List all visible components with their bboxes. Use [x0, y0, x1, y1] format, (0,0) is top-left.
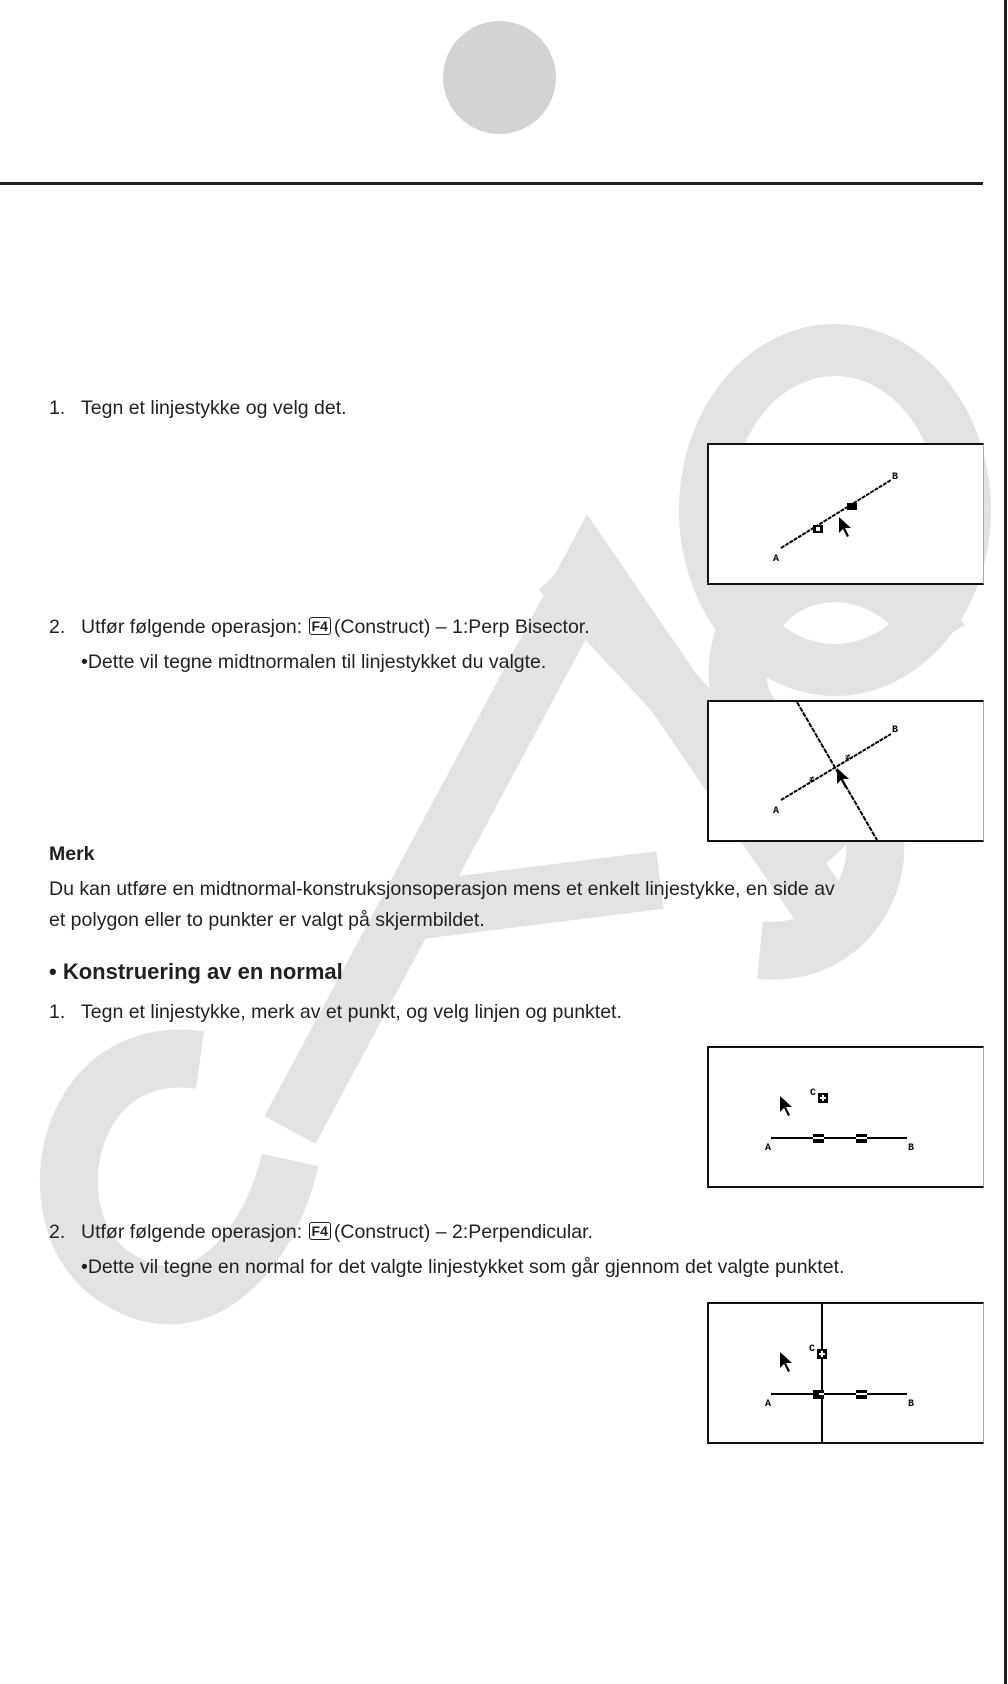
point-label-c: C: [809, 1344, 816, 1355]
calculator-screen-3: [707, 1046, 984, 1188]
step-number: 1.: [49, 1001, 66, 1023]
bullet: •: [81, 651, 88, 673]
calculator-screen-4: [707, 1302, 984, 1444]
screen-2-drawing: [709, 702, 983, 840]
note-text-line-1: Du kan utføre en midtnormal-konstruksjonsoperasjon mens et enkelt linjestykke, en side av: [49, 878, 835, 900]
cursor-arrow-icon: [837, 768, 849, 788]
note-heading: Merk: [49, 843, 95, 865]
point-label-a: A: [765, 1399, 772, 1410]
step-number: 2.: [49, 1221, 66, 1243]
f4-key: F4: [309, 617, 331, 635]
screen-1-drawing: [709, 445, 983, 583]
point-label-b: B: [908, 1399, 915, 1410]
step-2-normal: [49, 1220, 593, 1244]
point-label-b: B: [892, 725, 899, 736]
step-2-normal-note: [49, 1255, 844, 1279]
step-text: Tegn et linjestykke, merk av et punkt, og velg linjen og punktet.: [81, 1001, 622, 1023]
step-number: 1.: [49, 397, 66, 419]
cursor-arrow-icon: [780, 1352, 792, 1372]
header-rule: [0, 182, 983, 185]
note-text: Dette vil tegne midtnormalen til linjestykket du valgte.: [87, 651, 547, 673]
note-text-line-2: et polygon eller to punkter er valgt på skjermbildet.: [49, 909, 485, 931]
bullet: •: [81, 1256, 88, 1278]
point-label-a: A: [773, 806, 780, 817]
selection-marker: [847, 503, 857, 510]
heading-bullet: •: [49, 959, 57, 984]
tick-marks: ≠: [809, 775, 815, 785]
step-2-perp-bisector: [49, 615, 590, 639]
step-1-perp-bisector: [49, 396, 347, 420]
step-text-suffix: (Construct) – 2:Perpendicular.: [333, 1221, 593, 1243]
screen-3-drawing: [709, 1048, 983, 1186]
line-segment-ab: [781, 734, 891, 800]
cursor-arrow-icon: [780, 1096, 792, 1116]
point-label-a: A: [773, 554, 780, 565]
section-heading: [49, 960, 343, 984]
screen-4-drawing: [709, 1304, 983, 1442]
point-label-b: B: [892, 472, 899, 483]
calculator-screen-2: [707, 700, 984, 842]
cursor-arrow-icon: [839, 517, 851, 537]
point-label-c: C: [810, 1088, 817, 1099]
selection-marker-inner: [816, 527, 820, 531]
step-2-note: [49, 650, 546, 674]
note-text: Dette vil tegne en normal for det valgte linjestykket som går gjennom det valgte punktet.: [87, 1256, 845, 1278]
f4-key: F4: [309, 1222, 331, 1240]
point-label-a: A: [765, 1143, 772, 1154]
chapter-tab-circle: [443, 21, 556, 134]
point-label-b: B: [908, 1143, 915, 1154]
step-text: Tegn et linjestykke og velg det.: [81, 397, 347, 419]
line-segment-ab: [781, 480, 891, 548]
step-text: Utfør følgende operasjon:: [81, 616, 303, 638]
heading-text: Konstruering av en normal: [62, 959, 343, 984]
page-edge-rule: [1004, 0, 1007, 1684]
step-text-suffix: (Construct) – 1:Perp Bisector.: [333, 616, 590, 638]
step-text: Utfør følgende operasjon:: [81, 1221, 303, 1243]
calculator-screen-1: [707, 443, 984, 585]
step-1-normal: [49, 1000, 622, 1024]
step-number: 2.: [49, 616, 66, 638]
tick-marks: ≠: [845, 753, 851, 763]
